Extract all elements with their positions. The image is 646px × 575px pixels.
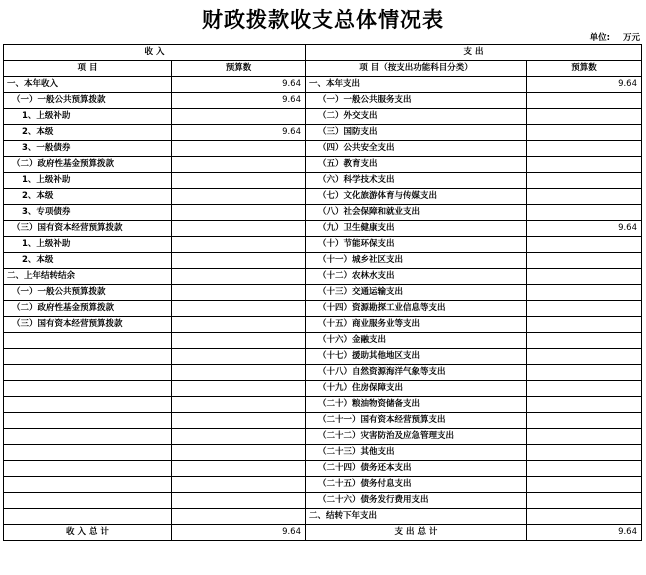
income-item-cell: （二）政府性基金预算拨款 [4, 301, 172, 317]
expense-budget-cell [527, 365, 642, 381]
table-row [4, 349, 642, 365]
table-row [4, 77, 642, 93]
expense-item-cell: （十一）城乡社区支出 [306, 253, 527, 269]
income-item-cell [4, 349, 172, 365]
expense-item-cell: （三）国防支出 [306, 125, 527, 141]
table-row [4, 381, 642, 397]
income-item-cell: 3、一般债券 [4, 141, 172, 157]
income-item-cell [4, 333, 172, 349]
budget-table [3, 44, 642, 541]
income-budget-cell [172, 141, 306, 157]
expense-budget-cell [527, 429, 642, 445]
income-budget-cell: 9.64 [172, 125, 306, 141]
income-item-cell [4, 365, 172, 381]
expense-budget-cell [527, 493, 642, 509]
expense-item-cell: （十九）住房保障支出 [306, 381, 527, 397]
expense-item-cell: （二十）粮油物资储备支出 [306, 397, 527, 413]
expense-item-cell: （五）教育支出 [306, 157, 527, 173]
income-budget-cell [172, 429, 306, 445]
income-budget-cell [172, 445, 306, 461]
expense-budget-cell [527, 253, 642, 269]
income-item-cell: （三）国有资本经营预算拨款 [4, 221, 172, 237]
expense-budget-cell [527, 333, 642, 349]
expense-budget-cell [527, 237, 642, 253]
income-item-cell: 3、专项债券 [4, 205, 172, 221]
expense-budget-cell [527, 397, 642, 413]
expense-budget-cell [527, 349, 642, 365]
expense-budget-cell: 9.64 [527, 221, 642, 237]
table-row [4, 301, 642, 317]
expense-total-label: 支 出 总 计 [306, 525, 527, 541]
income-item-cell: （二）政府性基金预算拨款 [4, 157, 172, 173]
income-item-cell: 1、上级补助 [4, 173, 172, 189]
income-budget-cell [172, 461, 306, 477]
expense-item-cell: （十三）交通运输支出 [306, 285, 527, 301]
income-item-cell: 2、本级 [4, 253, 172, 269]
income-item-cell: （一）一般公共预算拨款 [4, 285, 172, 301]
expense-budget-cell [527, 381, 642, 397]
expense-budget-cell [527, 141, 642, 157]
income-item-cell [4, 381, 172, 397]
income-item-cell: 2、本级 [4, 189, 172, 205]
expense-total-value: 9.64 [527, 525, 642, 541]
table-row [4, 317, 642, 333]
income-budget-cell [172, 157, 306, 173]
income-budget-cell [172, 477, 306, 493]
expense-item-header: 项 目（按支出功能科目分类） [306, 61, 527, 77]
expense-item-cell: （九）卫生健康支出 [306, 221, 527, 237]
table-row [4, 413, 642, 429]
income-budget-cell [172, 349, 306, 365]
expense-budget-cell [527, 173, 642, 189]
table-row [4, 333, 642, 349]
expense-budget-cell [527, 189, 642, 205]
page-title: 财政拨款收支总体情况表 [202, 7, 444, 32]
expense-budget-cell [527, 509, 642, 525]
income-budget-cell [172, 285, 306, 301]
table-row [4, 221, 642, 237]
income-budget-cell [172, 381, 306, 397]
income-item-cell [4, 445, 172, 461]
table-row [4, 365, 642, 381]
income-budget-cell [172, 205, 306, 221]
expense-budget-cell [527, 157, 642, 173]
expense-item-cell: 二、结转下年支出 [306, 509, 527, 525]
income-item-cell: 二、上年结转结余 [4, 269, 172, 285]
income-item-cell [4, 413, 172, 429]
income-item-cell: （三）国有资本经营预算拨款 [4, 317, 172, 333]
expense-budget-cell [527, 317, 642, 333]
income-budget-cell [172, 413, 306, 429]
expense-budget-cell: 9.64 [527, 77, 642, 93]
expense-item-cell: （一）一般公共服务支出 [306, 93, 527, 109]
income-item-cell [4, 493, 172, 509]
table-row [4, 157, 642, 173]
income-budget-cell [172, 269, 306, 285]
table-row [4, 397, 642, 413]
expense-budget-cell [527, 461, 642, 477]
expense-budget-cell [527, 413, 642, 429]
income-budget-cell [172, 317, 306, 333]
expense-item-cell: （二）外交支出 [306, 109, 527, 125]
income-item-cell: 1、上级补助 [4, 109, 172, 125]
income-item-cell [4, 477, 172, 493]
expense-budget-cell [527, 125, 642, 141]
income-budget-cell [172, 509, 306, 525]
table-row [4, 461, 642, 477]
expense-item-cell: （七）文化旅游体育与传媒支出 [306, 189, 527, 205]
expense-budget-cell [527, 269, 642, 285]
table-row [4, 189, 642, 205]
expense-item-cell: （二十二）灾害防治及应急管理支出 [306, 429, 527, 445]
table-row [4, 269, 642, 285]
income-budget-cell [172, 333, 306, 349]
table-row [4, 429, 642, 445]
expense-budget-cell [527, 477, 642, 493]
expense-item-cell: （十四）资源勘探工业信息等支出 [306, 301, 527, 317]
table-row [4, 493, 642, 509]
income-item-header: 项 目 [4, 61, 172, 77]
expense-budget-cell [527, 109, 642, 125]
expense-item-cell: （十）节能环保支出 [306, 237, 527, 253]
income-item-cell: 2、本级 [4, 125, 172, 141]
expense-budget-cell [527, 93, 642, 109]
income-budget-cell: 9.64 [172, 77, 306, 93]
income-budget-cell [172, 237, 306, 253]
income-budget-cell: 9.64 [172, 93, 306, 109]
expense-item-cell: （十二）农林水支出 [306, 269, 527, 285]
income-budget-cell [172, 365, 306, 381]
expense-budget-cell [527, 285, 642, 301]
income-budget-header: 预算数 [172, 61, 306, 77]
income-budget-cell [172, 173, 306, 189]
income-item-cell [4, 429, 172, 445]
header-row-2 [4, 61, 642, 77]
unit-note [590, 31, 640, 43]
table-row [4, 109, 642, 125]
income-budget-cell [172, 301, 306, 317]
income-item-cell [4, 397, 172, 413]
expense-item-cell: （二十五）债务付息支出 [306, 477, 527, 493]
expense-item-cell: （十五）商业服务业等支出 [306, 317, 527, 333]
income-item-cell [4, 461, 172, 477]
table-row [4, 205, 642, 221]
expense-item-cell: （四）公共安全支出 [306, 141, 527, 157]
expense-budget-cell [527, 445, 642, 461]
expense-item-cell: （八）社会保障和就业支出 [306, 205, 527, 221]
table-row [4, 477, 642, 493]
income-budget-cell [172, 221, 306, 237]
table-row [4, 445, 642, 461]
table-row [4, 253, 642, 269]
table-row [4, 237, 642, 253]
income-item-cell [4, 509, 172, 525]
expense-item-cell: （二十三）其他支出 [306, 445, 527, 461]
expense-item-cell: （十七）援助其他地区支出 [306, 349, 527, 365]
income-total-value: 9.64 [172, 525, 306, 541]
table-row [4, 141, 642, 157]
expense-item-cell: 一、本年支出 [306, 77, 527, 93]
table-row [4, 509, 642, 525]
income-budget-cell [172, 397, 306, 413]
expense-item-cell: （二十四）债务还本支出 [306, 461, 527, 477]
table-row [4, 125, 642, 141]
expense-budget-cell [527, 301, 642, 317]
income-budget-cell [172, 493, 306, 509]
expense-item-cell: （二十一）国有资本经营预算支出 [306, 413, 527, 429]
expense-item-cell: （二十六）债务发行费用支出 [306, 493, 527, 509]
totals-row [4, 525, 642, 541]
table-row [4, 93, 642, 109]
income-item-cell: 1、上级补助 [4, 237, 172, 253]
header-row-1 [4, 45, 642, 61]
income-total-label: 收 入 总 计 [4, 525, 172, 541]
income-budget-cell [172, 253, 306, 269]
income-header: 收 入 [4, 45, 306, 61]
unit-label: 单位: [589, 33, 611, 43]
income-budget-cell [172, 189, 306, 205]
expense-item-cell: （六）科学技术支出 [306, 173, 527, 189]
income-item-cell: （一）一般公共预算拨款 [4, 93, 172, 109]
income-budget-cell [172, 109, 306, 125]
unit-value: 万元 [622, 33, 640, 43]
table-row [4, 285, 642, 301]
expense-budget-header: 预算数 [527, 61, 642, 77]
expense-item-cell: （十六）金融支出 [306, 333, 527, 349]
income-item-cell: 一、本年收入 [4, 77, 172, 93]
expense-item-cell: （十八）自然资源海洋气象等支出 [306, 365, 527, 381]
table-row [4, 173, 642, 189]
expense-header: 支 出 [306, 45, 642, 61]
expense-budget-cell [527, 205, 642, 221]
